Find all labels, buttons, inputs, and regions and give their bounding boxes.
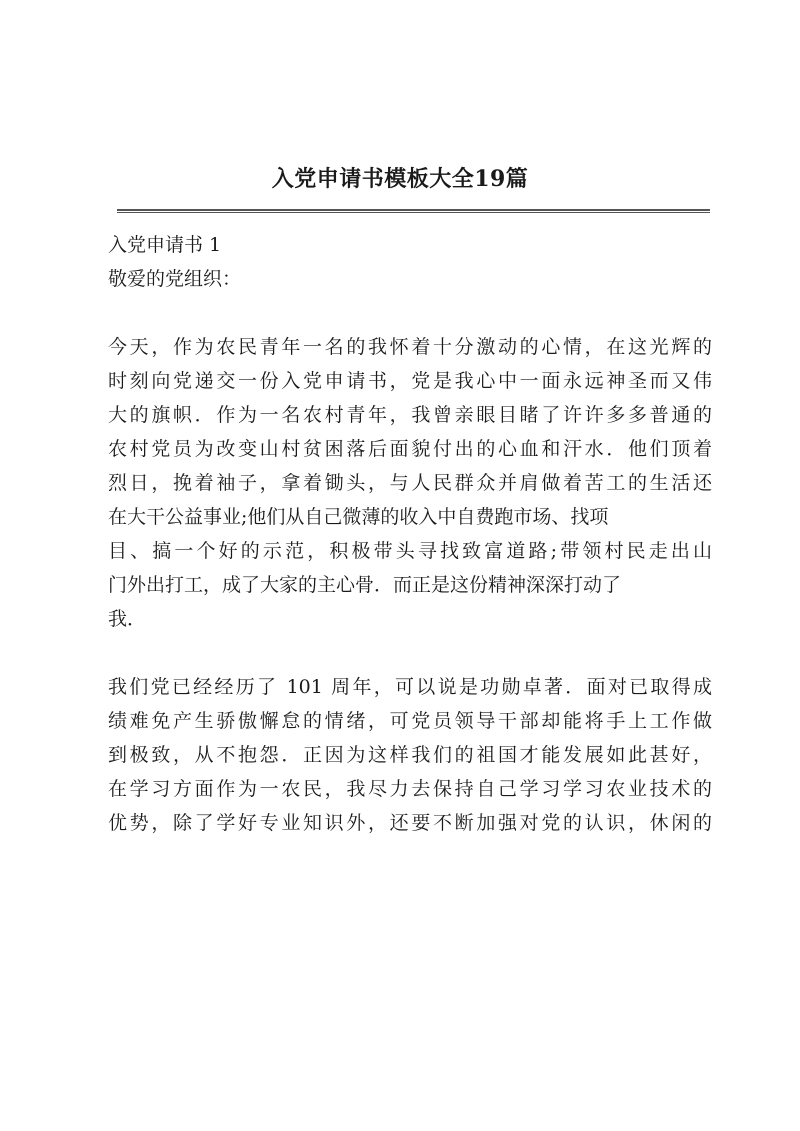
paragraph-line: 时刻向党递交一份入党申请书，党是我心中一面永远神圣而又伟 <box>108 370 712 392</box>
paragraph-gap <box>108 296 712 330</box>
salutation: 敬爱的党组织： <box>108 268 242 290</box>
paragraph-1 <box>108 330 712 636</box>
section-heading: 入党申请书 1 <box>108 234 222 256</box>
paragraph-line: 烈日，挽着袖子，拿着锄头，与人民群众并肩做着苦工的生活还 <box>108 472 712 494</box>
paragraph-line: 在学习方面作为一农民，我尽力去保持自己学习学习农业技术的 <box>108 778 712 800</box>
document-title: 入党申请书模板大全19篇 <box>271 166 529 192</box>
paragraph-line: 到极致，从不抱怨．正因为这样我们的祖国才能发展如此甚好， <box>108 744 712 766</box>
title-divider <box>117 209 710 213</box>
paragraph-line: 今天，作为农民青年一名的我怀着十分激动的心情，在这光辉的 <box>108 336 712 358</box>
paragraph-line: 大的旗帜．作为一名农村青年，我曾亲眼目睹了许许多多普通的 <box>108 404 712 426</box>
paragraph-line: 门外出打工，成了大家的主心骨．而正是这份精神深深打动了 <box>108 574 622 596</box>
document-body <box>108 228 712 840</box>
paragraph-line: 目、搞一个好的示范，积极带头寻找致富道路;带领村民走出山 <box>108 540 712 562</box>
paragraph-line: 在大干公益事业;他们从自己微薄的收入中自费跑市场、找项 <box>108 506 609 528</box>
paragraph-gap <box>108 636 712 670</box>
paragraph-line: 农村党员为改变山村贫困落后面貌付出的心血和汗水．他们顶着 <box>108 438 712 460</box>
paragraph-line: 我们党已经经历了 101 周年，可以说是功勋卓著．面对已取得成 <box>108 676 712 698</box>
paragraph-line: 优势，除了学好专业知识外，还要不断加强对党的认识，休闲的 <box>108 812 712 834</box>
paragraph-line: 我． <box>108 608 147 630</box>
paragraph-2 <box>108 670 712 840</box>
paragraph-line: 绩难免产生骄傲懈怠的情绪，可党员领导干部却能将手上工作做 <box>108 710 712 732</box>
